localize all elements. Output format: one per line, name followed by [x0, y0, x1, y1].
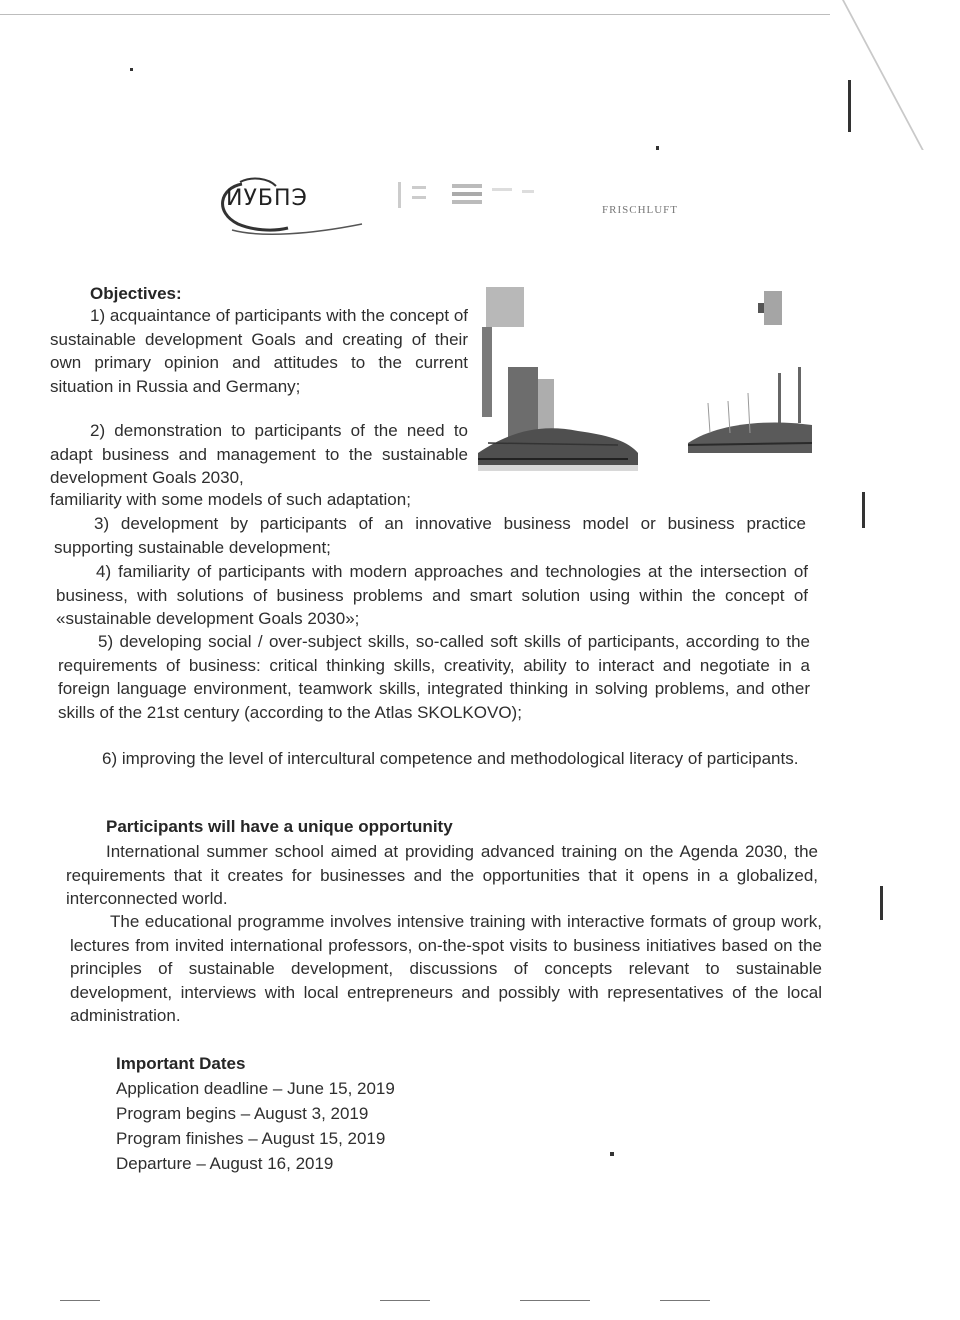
- institute-logo: [212, 172, 372, 244]
- dates-heading: Important Dates: [116, 1054, 246, 1073]
- scan-bottom-line: [380, 1300, 430, 1301]
- date-item-program-begins: Program begins – August 3, 2019: [116, 1104, 369, 1123]
- objective-item-5: 5) developing social / over-subject skills, so-called soft skills of participants, according to the requirements of business: critical thinking skills, creativity, ability to interact and negotiate in a foreign language environment, teamwork skills, integrated thinking in solving problems, and other skills of the 21st century (according to the Atlas SKOLKOVO);: [58, 632, 810, 722]
- scan-bottom-line: [60, 1300, 100, 1301]
- opportunity-paragraph-2: The educational programme involves intensive training with interactive formats of group work, lectures from invited international professors, on-the-spot visits to business initiatives based on the principles of sustainable development, discussions of concepts relevant to sustainable development, interviews with local entrepreneurs and possibly with representatives of the local administration.: [70, 912, 822, 1025]
- scan-bottom-line: [520, 1300, 590, 1301]
- scan-dot: [130, 68, 133, 71]
- objective-item-2-continued: familiarity with some models of such adaptation;: [50, 490, 411, 509]
- opportunity-paragraph-1: International summer school aimed at providing advanced training on the Agenda 2030, the requirements that it creates for businesses and the opportunities that it opens in a globalized, interconnected world.: [66, 842, 818, 908]
- partner-logo-faded: [392, 178, 552, 218]
- objective-item-3: 3) development by participants of an innovative business model or business practice supporting sustainable development;: [54, 514, 806, 557]
- date-item-application-deadline: Application deadline – June 15, 2019: [116, 1079, 395, 1098]
- objectives-heading: Objectives:: [90, 284, 182, 303]
- objective-item-1: 1) acquaintance of participants with the concept of sustainable development Goals and creating of their own primary opinion and attitudes to the current situation in Russia and Germany;: [50, 306, 469, 396]
- opportunity-heading: Participants will have a unique opportunity: [106, 817, 453, 836]
- dates-list: [116, 1076, 395, 1176]
- partner-logo-icon: [392, 178, 552, 218]
- scan-mark: [862, 492, 865, 528]
- scan-edge-top: [0, 14, 830, 15]
- objective-item-2: 2) demonstration to participants of the need to adapt business and management to the sustainable development Goals 2030,: [50, 421, 468, 487]
- scan-dot: [656, 146, 659, 150]
- logo-text: ИУБПЭ: [226, 186, 308, 211]
- scan-mark: [880, 886, 883, 920]
- landscape-photo: [478, 283, 812, 471]
- date-item-departure: Departure – August 16, 2019: [116, 1154, 334, 1173]
- scan-mark: [848, 80, 851, 132]
- scan-dot: [610, 1152, 614, 1156]
- scan-bottom-line: [660, 1300, 710, 1301]
- objective-item-4: 4) familiarity of participants with modern approaches and technologies at the intersection of business, with solutions of business problems and smart solution using within the concept of «sustainable development Goals 2030»;: [56, 562, 808, 628]
- date-item-program-finishes: Program finishes – August 15, 2019: [116, 1129, 386, 1148]
- partner-logo-text: FRISCHLUFT: [602, 204, 679, 216]
- objective-item-6: 6) improving the level of intercultural competence and methodological literacy of participants.: [102, 749, 799, 768]
- scan-edge-right: [842, 0, 924, 150]
